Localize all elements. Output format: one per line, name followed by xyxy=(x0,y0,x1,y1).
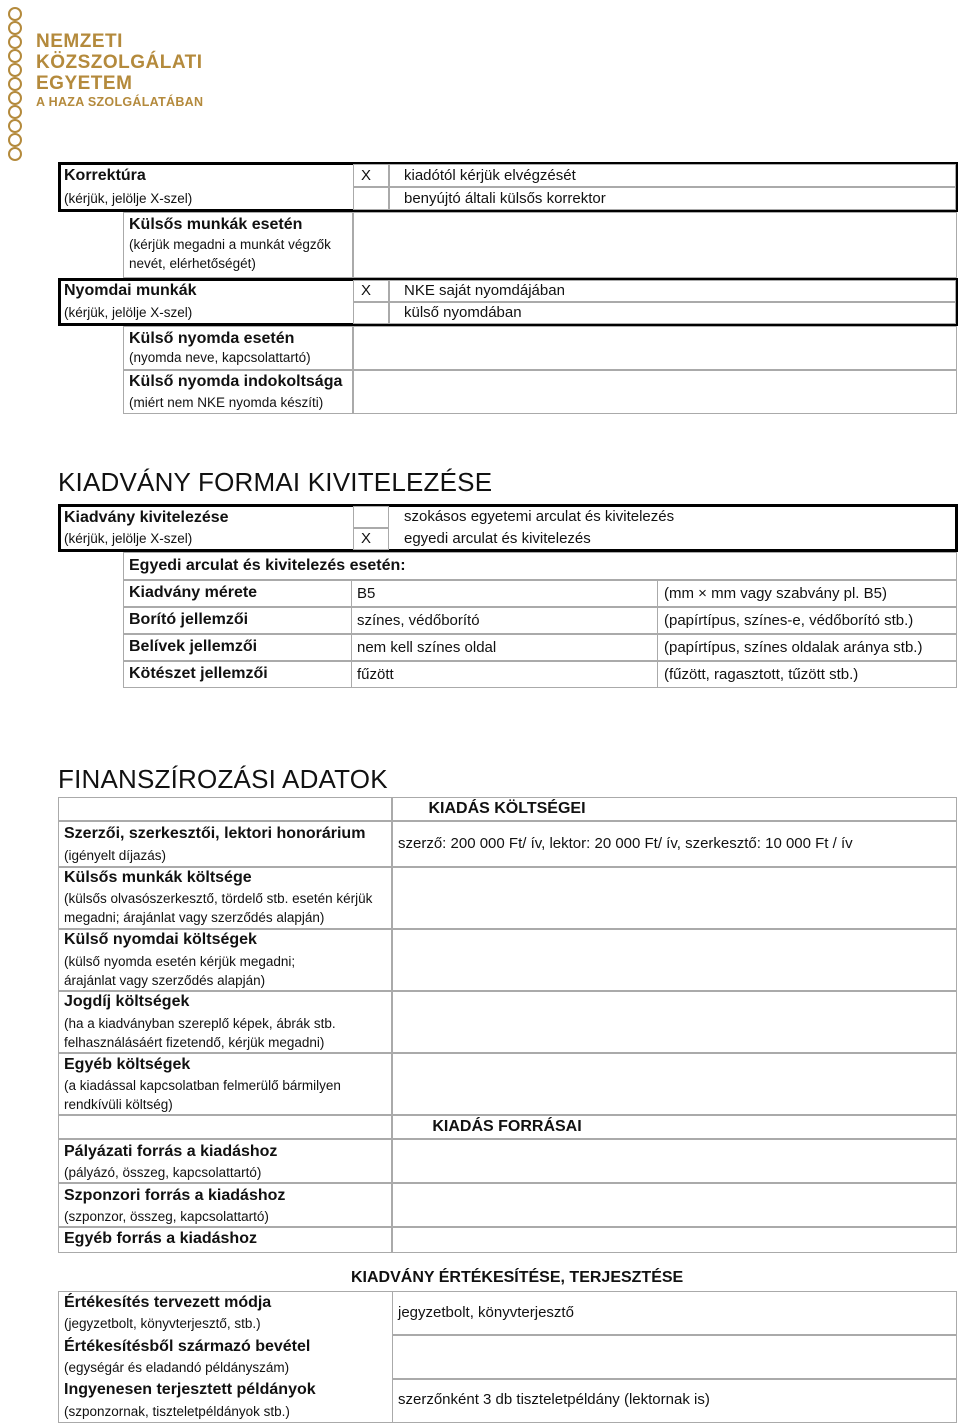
sales-row-3-title: Ingyenesen terjesztett példányok xyxy=(64,1381,316,1398)
logo-chain-icon xyxy=(6,6,24,166)
source-row-1-input[interactable] xyxy=(392,1139,957,1183)
format-note-size: (mm × mm vagy szabvány pl. B5) xyxy=(664,585,887,602)
cost-row-3-hint2: árajánlat vagy szerződés alapján) xyxy=(64,973,266,988)
source-row-2-input[interactable] xyxy=(392,1183,957,1227)
external-work-hint1: (kérjük megadni a munkát végzők xyxy=(129,237,331,252)
cost-row-2-hint1: (külsős olvasószerkesztő, tördelő stb. esetén kérjük xyxy=(64,891,373,906)
cost-row-4-input[interactable] xyxy=(392,991,957,1053)
sales-row-1-value: jegyzetbolt, könyvterjesztő xyxy=(398,1304,574,1321)
source-row-2-title: Szponzori forrás a kiadáshoz xyxy=(64,1187,286,1204)
sales-row-2-hint: (egységár és eladandó példányszám) xyxy=(64,1360,290,1375)
format-mark-cell-1[interactable] xyxy=(353,506,389,528)
cost-row-2-title: Külsős munkák költsége xyxy=(64,869,252,886)
printing-mark-cell-2[interactable] xyxy=(353,302,389,324)
format-label-size: Kiadvány mérete xyxy=(129,584,258,601)
ext-printer-title: Külső nyomda esetén xyxy=(129,330,295,347)
printer-reason-hint: (miért nem NKE nyomda készíti) xyxy=(129,395,324,410)
sales-row-2-title: Értékesítésből származó bevétel xyxy=(64,1338,311,1355)
cost-row-5-input[interactable] xyxy=(392,1053,957,1115)
printing-title: Nyomdai munkák xyxy=(64,282,197,299)
format-note-cover: (papírtípus, színes-e, védőborító stb.) xyxy=(664,612,914,629)
cost-row-1-value: szerző: 200 000 Ft/ ív, lektor: 20 000 Ft/ ív, szerkesztő: 10 000 Ft / ív xyxy=(398,835,853,852)
cost-row-4-title: Jogdíj költségek xyxy=(64,993,190,1010)
format-section-title: KIADVÁNY FORMAI KIVITELEZÉSE xyxy=(58,467,493,497)
cost-row-4-hint2: felhasználásáért fizetendő, kérjük megadni) xyxy=(64,1035,325,1050)
cost-row-5-title: Egyéb költségek xyxy=(64,1056,191,1073)
cost-row-3-title: Külső nyomdai költségek xyxy=(64,931,257,948)
printing-option-1: NKE saját nyomdájában xyxy=(404,282,565,299)
logo-line4: A HAZA SZOLGÁLATÁBAN xyxy=(36,95,204,109)
format-option-1: szokásos egyetemi arculat és kivitelezés xyxy=(404,508,675,525)
ext-printer-hint: (nyomda neve, kapcsolattartó) xyxy=(129,350,311,365)
costs-empty-header xyxy=(58,797,392,821)
sales-row-3-hint: (szponzornak, tiszteletpéldányok stb.) xyxy=(64,1404,290,1419)
format-note-inner: (papírtípus, színes oldalak aránya stb.) xyxy=(664,639,923,656)
cost-row-4-hint1: (ha a kiadványban szereplő képek, ábrák stb. xyxy=(64,1016,336,1031)
source-row-3-input[interactable] xyxy=(392,1227,957,1253)
proofreading-hint: (kérjük, jelölje X-szel) xyxy=(64,191,193,206)
sales-row-3-value: szerzőnként 3 db tiszteletpéldány (lektornak is) xyxy=(398,1391,710,1408)
custom-exec-title: Egyedi arculat és kivitelezés esetén: xyxy=(129,557,406,574)
format-value-inner[interactable]: nem kell színes oldal xyxy=(357,639,497,656)
format-exec-title: Kiadvány kivitelezése xyxy=(64,509,229,526)
logo-line1: NEMZETI xyxy=(36,31,123,52)
format-label-cover: Borító jellemzői xyxy=(129,611,249,628)
cost-row-3-hint1: (külső nyomda esetén kérjük megadni; xyxy=(64,954,296,969)
sources-header: KIADÁS FORRÁSAI xyxy=(432,1118,582,1135)
printer-reason-title: Külső nyomda indokoltsága xyxy=(129,373,343,390)
ext-printer-input[interactable] xyxy=(353,326,957,370)
sales-row-1-title: Értékesítés tervezett módja xyxy=(64,1294,272,1311)
external-work-hint2: nevét, elérhetőségét) xyxy=(129,256,256,271)
external-work-input[interactable] xyxy=(353,212,957,278)
source-row-3-title: Egyéb forrás a kiadáshoz xyxy=(64,1230,257,1247)
printing-hint: (kérjük, jelölje X-szel) xyxy=(64,305,193,320)
cost-row-2-hint2: megadni; árajánlat vagy szerződés alapján) xyxy=(64,910,325,925)
format-value-binding[interactable]: fűzött xyxy=(357,666,394,683)
logo xyxy=(36,32,203,109)
printer-reason-input[interactable] xyxy=(353,370,957,414)
cost-row-1-hint: (igényelt díjazás) xyxy=(64,848,167,863)
finance-section-title: FINANSZÍROZÁSI ADATOK xyxy=(58,764,388,794)
format-value-column xyxy=(351,580,658,688)
proofreading-mark-cell-2[interactable] xyxy=(353,187,389,210)
format-value-cover[interactable]: színes, védőborító xyxy=(357,612,480,629)
format-note-binding: (fűzött, ragasztott, tűzött stb.) xyxy=(664,666,859,683)
cost-row-5-hint2: rendkívüli költség) xyxy=(64,1097,173,1112)
printing-mark-1: X xyxy=(361,282,372,299)
printing-option-2: külső nyomdában xyxy=(404,304,522,321)
cost-row-1-title: Szerzői, szerkesztői, lektori honorárium xyxy=(64,825,366,842)
proofreading-option-1: kiadótól kérjük elvégzését xyxy=(404,167,576,184)
source-row-2-hint: (szponzor, összeg, kapcsolattartó) xyxy=(64,1209,269,1224)
format-option-2: egyedi arculat és kivitelezés xyxy=(404,530,591,547)
format-exec-hint: (kérjük, jelölje X-szel) xyxy=(64,531,193,546)
logo-line2: KÖZSZOLGÁLATI xyxy=(36,52,203,73)
sources-empty-header xyxy=(58,1115,392,1139)
source-row-1-hint: (pályázó, összeg, kapcsolattartó) xyxy=(64,1165,262,1180)
proofreading-option-2: benyújtó általi külsős korrektor xyxy=(404,190,606,207)
logo-line3: EGYETEM xyxy=(36,73,133,94)
sales-row-1-hint: (jegyzetbolt, könyvterjesztő, stb.) xyxy=(64,1316,261,1331)
proofreading-mark-1: X xyxy=(361,167,372,184)
proofreading-title: Korrektúra xyxy=(64,167,146,184)
format-label-binding: Kötészet jellemzői xyxy=(129,665,268,682)
format-label-inner: Belívek jellemzői xyxy=(129,638,258,655)
cost-row-3-input[interactable] xyxy=(392,929,957,991)
format-value-size[interactable]: B5 xyxy=(357,585,376,602)
external-work-title: Külsős munkák esetén xyxy=(129,216,303,233)
source-row-1-title: Pályázati forrás a kiadáshoz xyxy=(64,1143,278,1160)
format-mark-2: X xyxy=(361,530,372,547)
sales-header: KIADVÁNY ÉRTÉKESÍTÉSE, TERJESZTÉSE xyxy=(351,1269,684,1286)
cost-row-5-hint1: (a kiadással kapcsolatban felmerülő bármilyen xyxy=(64,1078,341,1093)
sales-row-2-input[interactable] xyxy=(392,1335,957,1379)
cost-row-2-input[interactable] xyxy=(392,867,957,929)
costs-header: KIADÁS KÖLTSÉGEI xyxy=(428,800,586,817)
